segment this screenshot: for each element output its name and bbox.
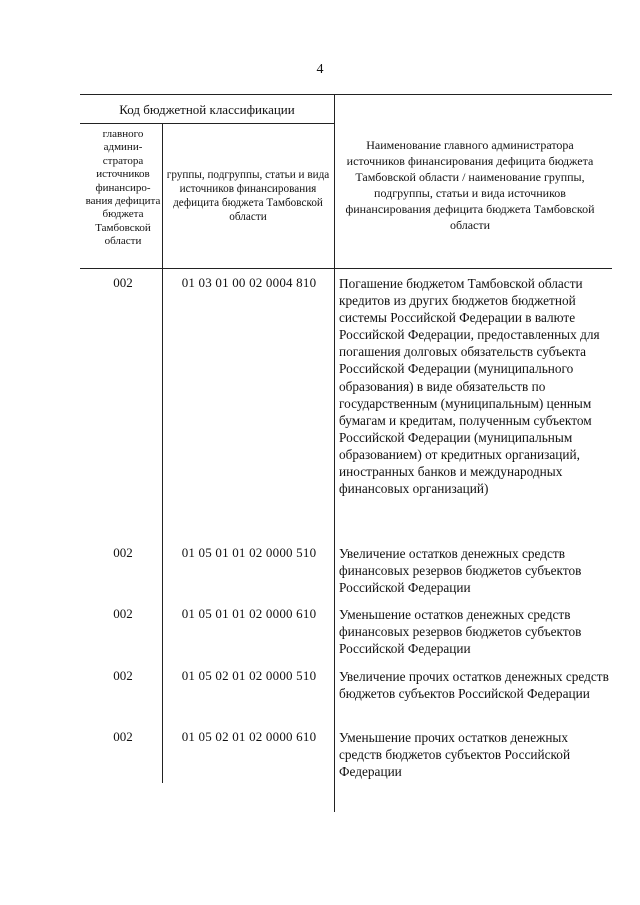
header-name-column <box>338 137 602 233</box>
table-top-border <box>80 94 612 95</box>
column-divider-2 <box>334 94 335 812</box>
row-admin-code: 002 <box>113 275 133 290</box>
header-code-column <box>164 168 332 224</box>
row-name: Уменьшение прочих остатков денежных средств бюджетов субъектов Российской Федерации <box>339 730 571 780</box>
row-budget-code: 01 05 01 01 02 0000 610 <box>181 606 317 621</box>
row-name: Уменьшение остатков денежных средств финансовых резервов бюджетов субъектов Российской Федерации <box>339 607 582 657</box>
row-admin-code: 002 <box>113 668 133 683</box>
row-budget-code: 01 05 02 01 02 0000 510 <box>181 668 317 683</box>
row-budget-code: 01 03 01 00 02 0004 810 <box>181 275 317 290</box>
header-subdivider <box>80 123 334 124</box>
row-name: Погашение бюджетом Тамбовской области кредитов из других бюджетов бюджетной системы Российской Федерации в валюте Российской Федерации, предоставленных для погашения долговых обязательств субъекта Российской Федерации (муниципального образования) в виде обязательств по государственным (муниципальным) ценным бумагам и кредитам, полученным субъектом Российской Федерации (муниципальным образованием) от кредитных организаций, иностранных банков и международных финансовых организаций) <box>339 276 600 497</box>
header-admin-text: главного админи-стратора источников финансиро-вания дефицита бюджета Тамбовской области <box>85 128 161 248</box>
budget-code-title: Код бюджетной классификации <box>119 102 295 117</box>
header-name-text: Наименование главного администратора источников финансирования дефицита бюджета Тамбовской области / наименование группы, подгруппы, статьи и вида источников финансирования дефицита бюджета Тамбовской области <box>345 138 595 232</box>
header-bottom-border <box>80 268 612 269</box>
row-admin-code: 002 <box>113 606 133 621</box>
column-divider-1 <box>162 123 163 783</box>
row-admin-code: 002 <box>113 729 133 744</box>
header-code-text: группы, подгруппы, статьи и вида источников финансирования дефицита бюджета Тамбовской области <box>166 169 330 223</box>
header-admin-column <box>84 128 162 249</box>
row-admin-code: 002 <box>113 545 133 560</box>
row-name: Увеличение остатков денежных средств финансовых резервов бюджетов субъектов Российской Федерации <box>339 546 582 596</box>
row-budget-code: 01 05 02 01 02 0000 610 <box>181 729 317 744</box>
row-budget-code: 01 05 01 01 02 0000 510 <box>181 545 317 560</box>
page-number: 4 <box>316 62 324 77</box>
row-name: Увеличение прочих остатков денежных средств бюджетов субъектов Российской Федерации <box>339 669 609 702</box>
